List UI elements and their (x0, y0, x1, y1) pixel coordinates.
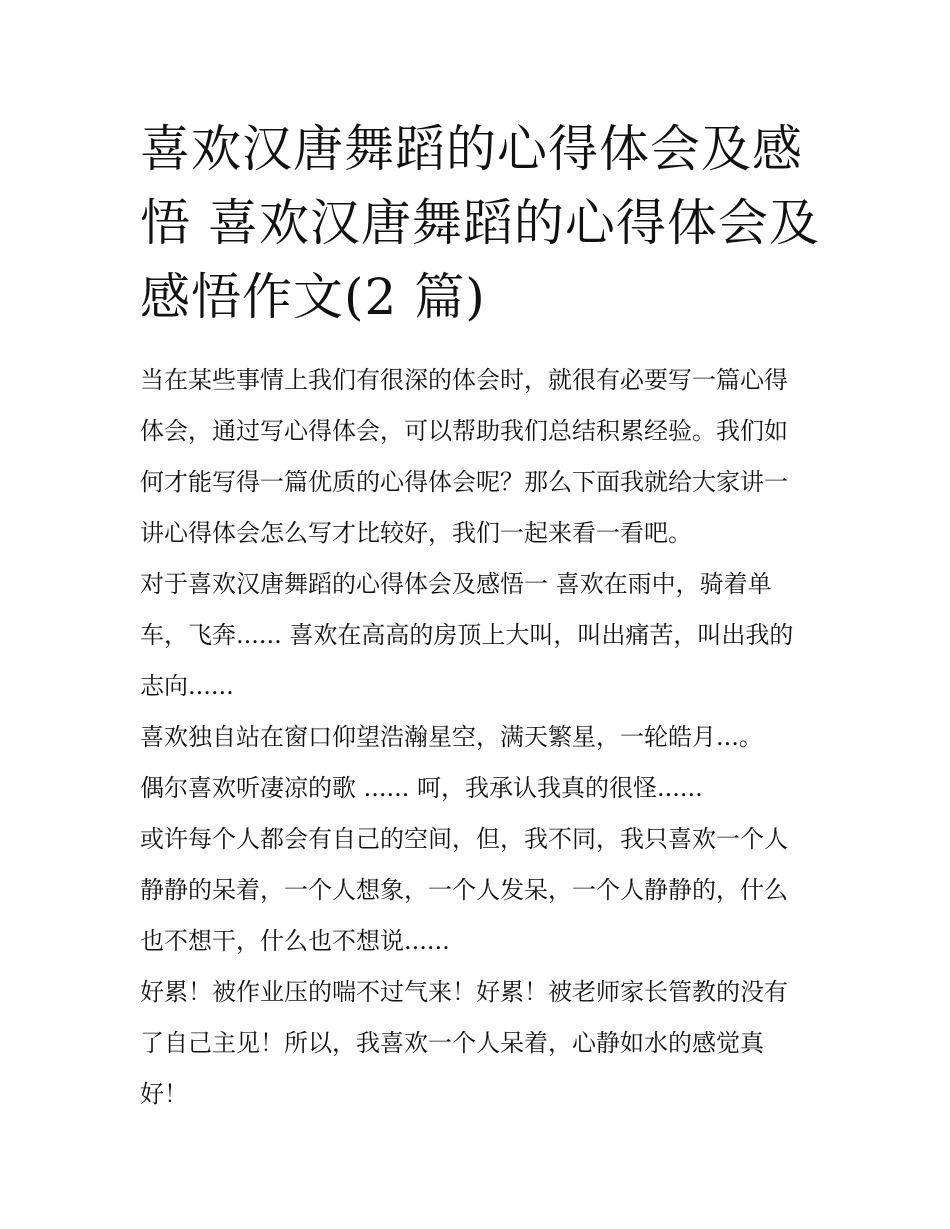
text-line: 体会，通过写心得体会，可以帮助我们总结积累经验。我们如 (140, 417, 788, 445)
title-line: 悟 喜欢汉唐舞蹈的心得体会及 (140, 194, 820, 252)
document-title (140, 112, 820, 334)
text-line: 好！ (140, 1080, 188, 1108)
intro-paragraph (140, 355, 830, 559)
body-paragraph (140, 763, 830, 814)
text-line: 志向...... (140, 672, 234, 700)
text-line: 静静的呆着，一个人想象，一个人发呆，一个人静静的，什么 (140, 876, 788, 904)
document-body (140, 355, 830, 1120)
body-paragraph (140, 559, 830, 712)
text-line: 或许每个人都会有自己的空间，但，我不同，我只喜欢一个人 (140, 825, 788, 853)
text-line: 喜欢独自站在窗口仰望浩瀚星空，满天繁星，一轮皓月...。 (140, 723, 763, 751)
text-line: 偶尔喜欢听凄凉的歌 ...... 呵，我承认我真的很怪...... (140, 774, 703, 802)
text-line: 对于喜欢汉唐舞蹈的心得体会及感悟一 喜欢在雨中，骑着单 (140, 570, 772, 598)
body-paragraph (140, 814, 830, 967)
body-paragraph (140, 712, 830, 763)
text-line: 何才能写得一篇优质的心得体会呢？那么下面我就给大家讲一 (140, 468, 788, 496)
text-line: 了自己主见！所以，我喜欢一个人呆着，心静如水的感觉真 (140, 1029, 764, 1057)
text-line: 讲心得体会怎么写才比较好，我们一起来看一看吧。 (140, 519, 692, 547)
text-line: 车，飞奔...... 喜欢在高高的房顶上大叫，叫出痛苦，叫出我的 (140, 621, 794, 649)
text-line: 当在某些事情上我们有很深的体会时，就很有必要写一篇心得 (140, 366, 788, 394)
body-paragraph (140, 967, 830, 1120)
text-line: 好累！被作业压的喘不过气来！好累！被老师家长管教的没有 (140, 978, 788, 1006)
title-line: 感悟作文(2 篇) (140, 268, 486, 326)
text-line: 也不想干，什么也不想说...... (140, 927, 450, 955)
title-line: 喜欢汉唐舞蹈的心得体会及感 (140, 120, 803, 178)
